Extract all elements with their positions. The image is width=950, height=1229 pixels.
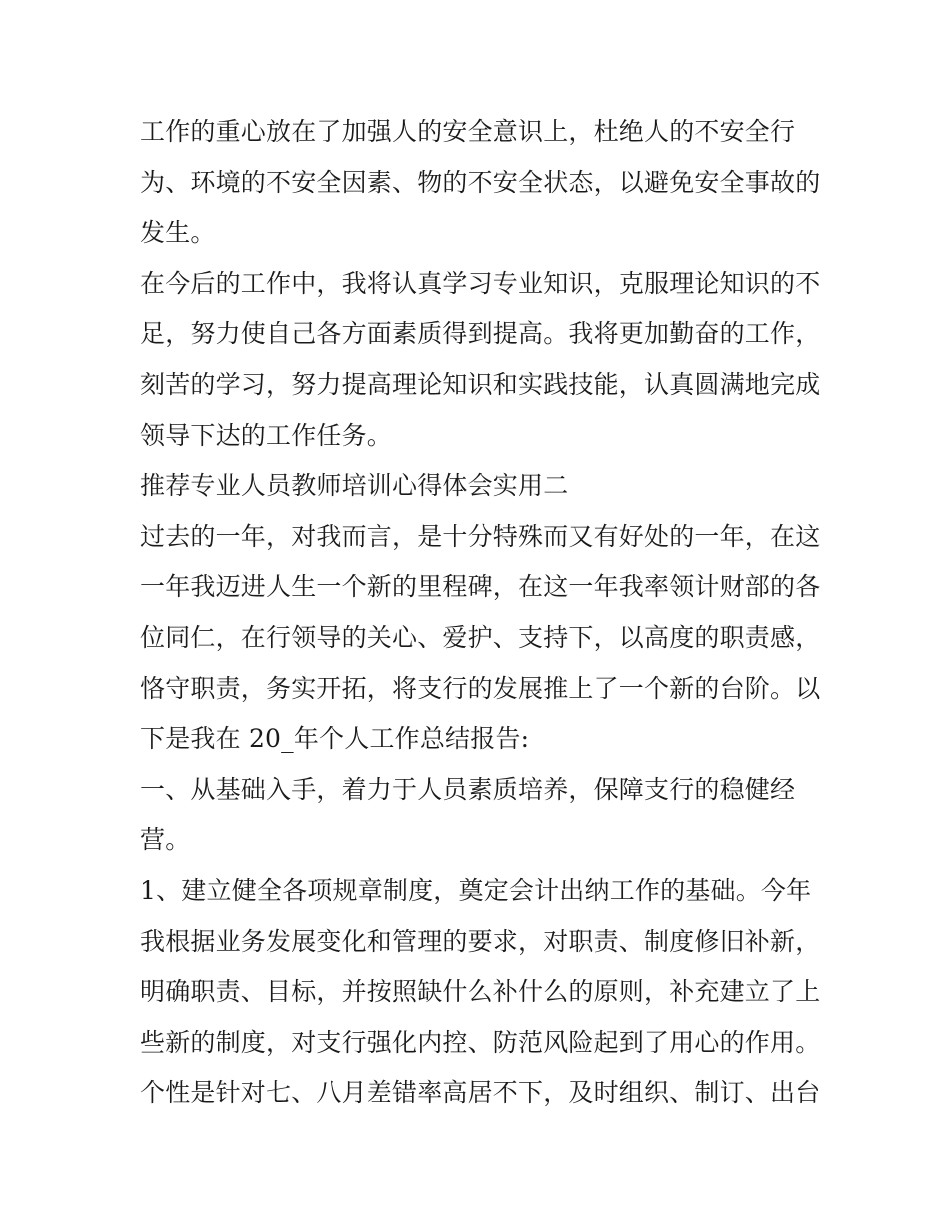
paragraph-past-year [140, 512, 820, 765]
text-line: 过去的一年，对我而言，是十分特殊而又有好处的一年，在这 [140, 521, 821, 551]
text-line: 一年我迈进人生一个新的里程碑，在这一年我率领计财部的各 [140, 572, 821, 602]
text-line: 我根据业务发展变化和管理的要求，对职责、制度修旧补新， [140, 926, 821, 956]
text-line: 恪守职责，务实开拓，将支行的发展推上了一个新的台阶。以 [140, 673, 821, 703]
text-line: 为、环境的不安全因素、物的不安全状态，以避免安全事故的 [140, 167, 821, 197]
heading-line: 推荐专业人员教师培训心得体会实用二 [140, 471, 569, 501]
text-line: 刻苦的学习，努力提高理论知识和实践技能，认真圆满地完成 [140, 369, 821, 399]
text-line: 位同仁，在行领导的关心、爱护、支持下，以高度的职责感， [140, 622, 821, 652]
paragraph-item-one [140, 866, 820, 1119]
text-line: 领导下达的工作任务。 [140, 420, 393, 450]
text-line: 下是我在 20_年个人工作总结报告: [140, 724, 530, 754]
paragraph-section-one [140, 765, 820, 866]
text-line: 1、建立健全各项规章制度，奠定会计出纳工作的基础。今年 [140, 875, 812, 905]
section-heading [140, 461, 820, 512]
text-line: 足，努力使自己各方面素质得到提高。我将更加勤奋的工作， [140, 319, 821, 349]
text-line: 一、从基础入手，着力于人员素质培养，保障支行的稳健经 [140, 774, 796, 804]
text-line: 在今后的工作中，我将认真学习专业知识，克服理论知识的不 [140, 268, 821, 298]
text-line: 营。 [140, 825, 191, 855]
text-line: 些新的制度，对支行强化内控、防范风险起到了用心的作用。 [140, 1027, 821, 1057]
paragraph-future-work [140, 259, 820, 461]
text-line: 发生。 [140, 218, 216, 248]
document-body [140, 107, 820, 1119]
text-line: 个性是针对七、八月差错率高居不下，及时组织、制订、出台 [140, 1078, 821, 1108]
text-line: 工作的重心放在了加强人的安全意识上，杜绝人的不安全行 [140, 117, 796, 146]
text-line: 明确职责、目标，并按照缺什么补什么的原则，补充建立了上 [140, 977, 821, 1007]
paragraph-safety-focus [140, 107, 820, 259]
